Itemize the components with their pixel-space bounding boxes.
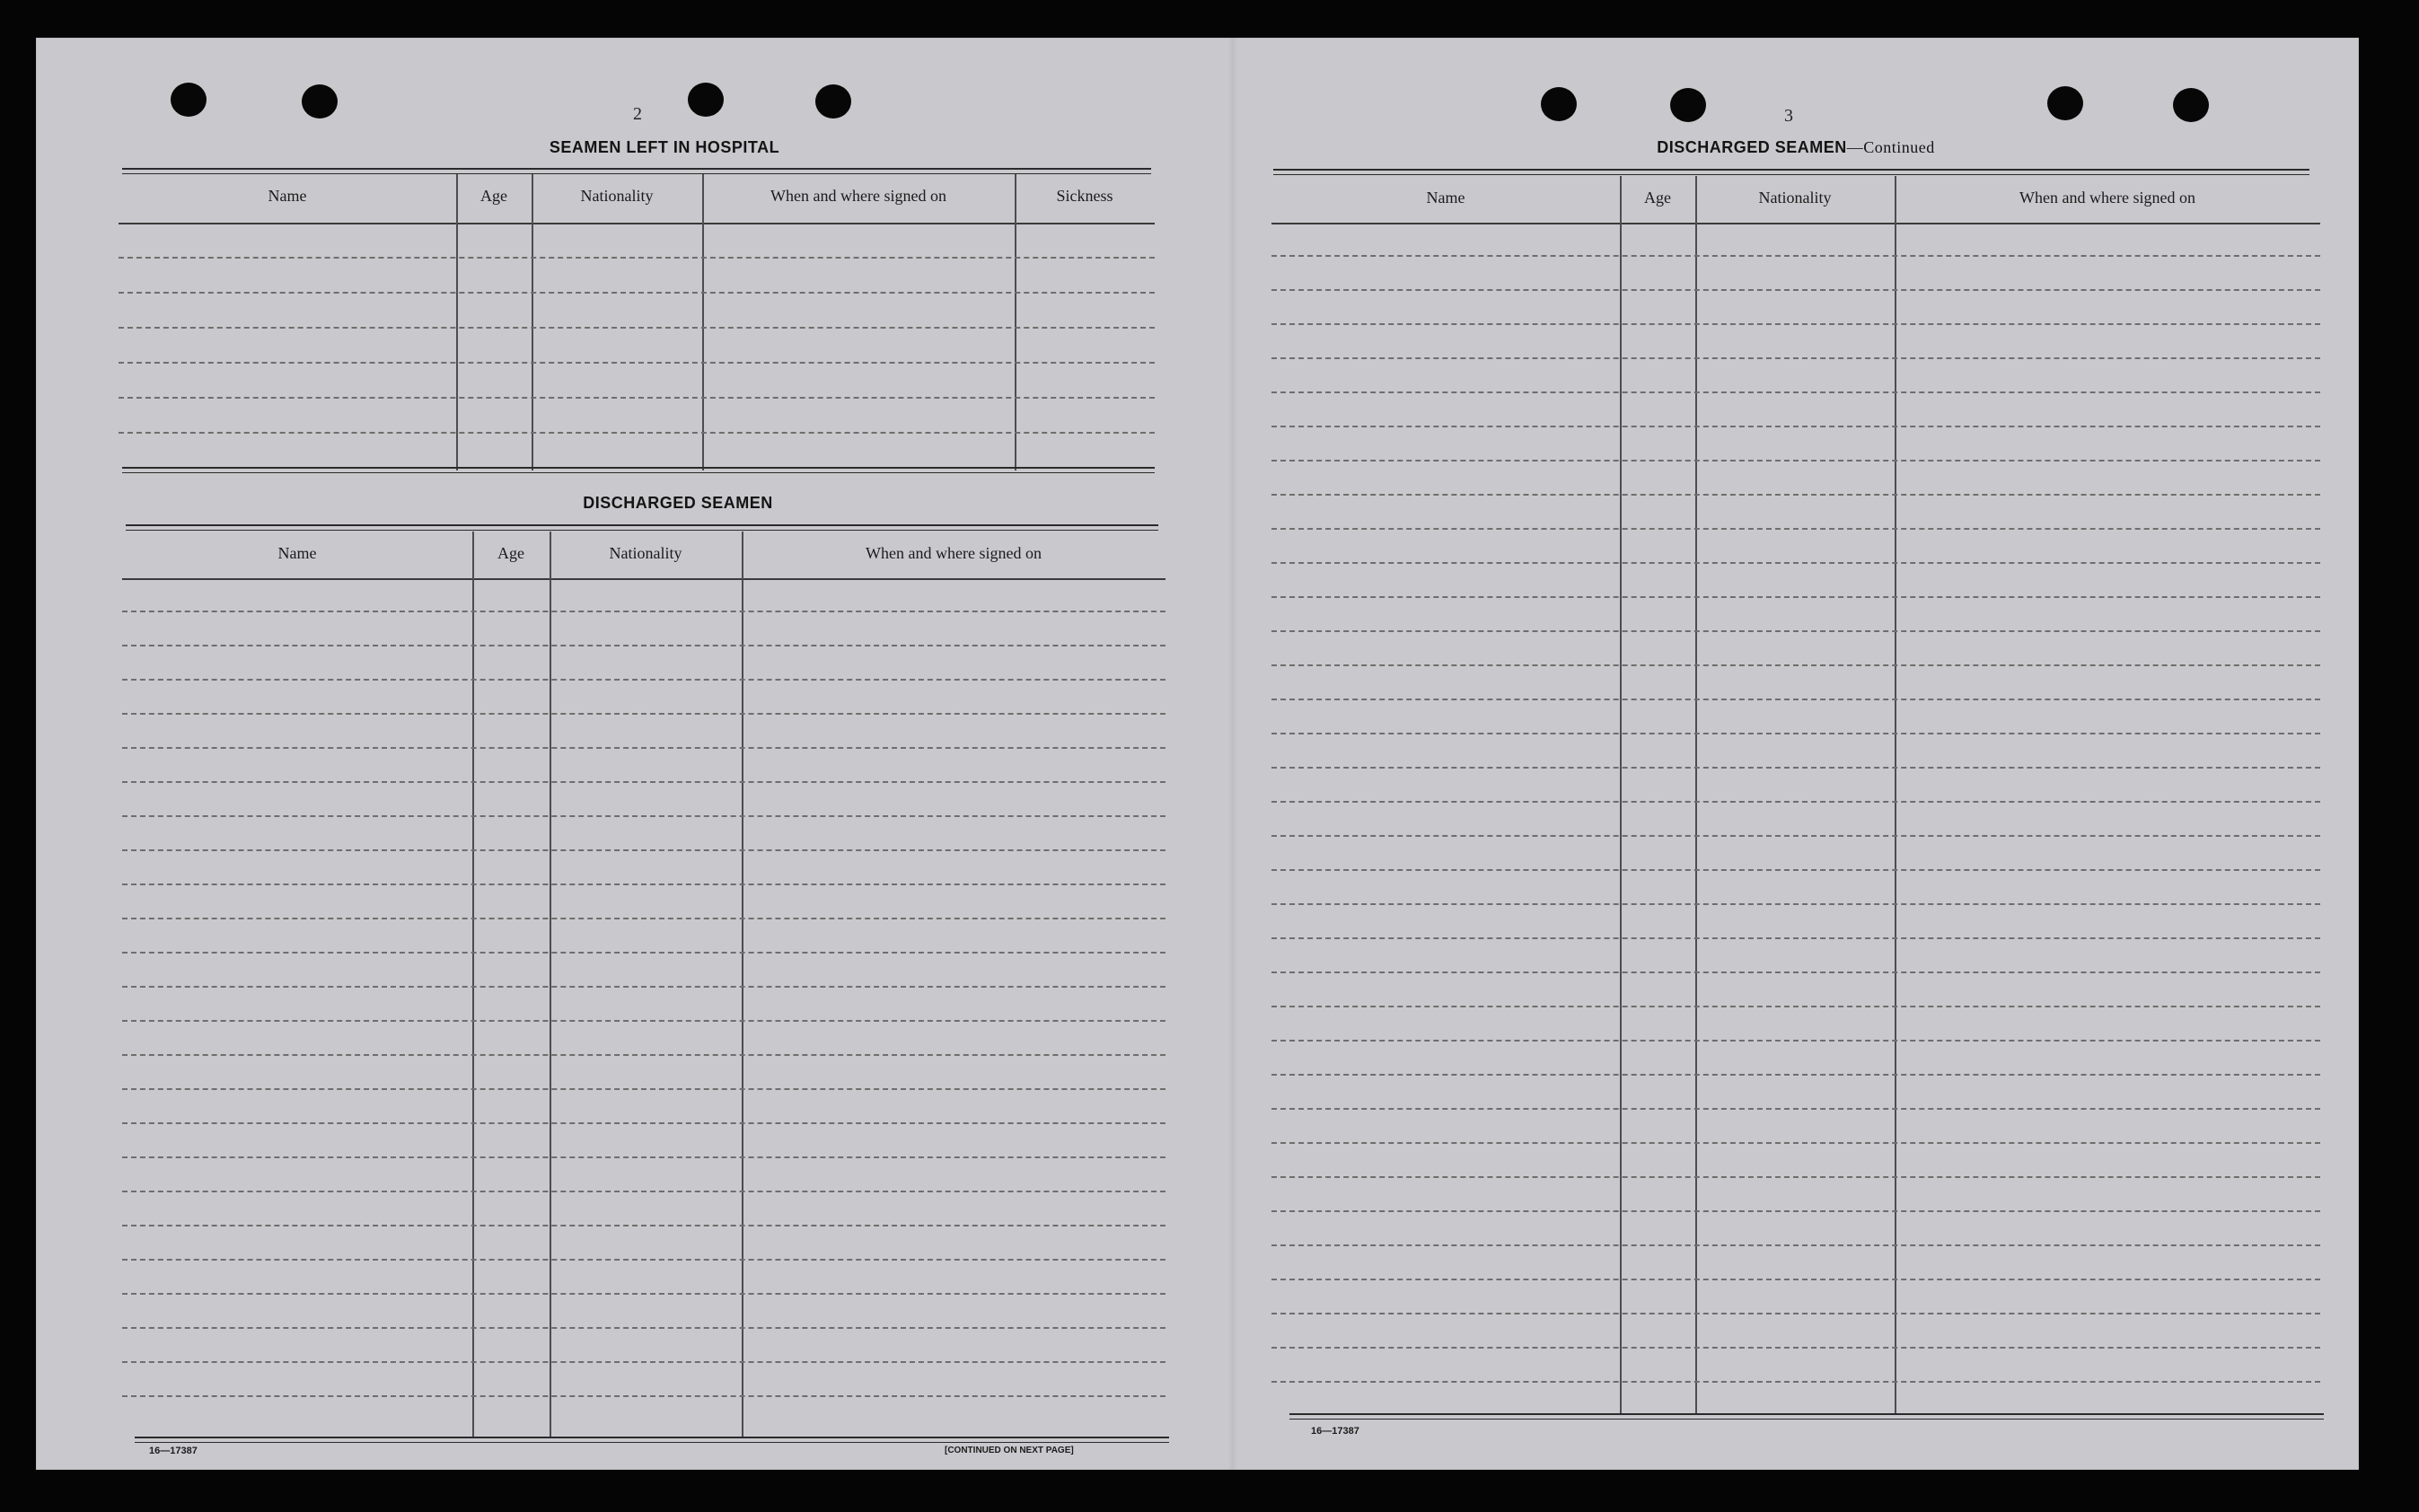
table-row bbox=[122, 815, 1166, 817]
table-row bbox=[122, 1327, 1166, 1329]
table-row bbox=[1271, 426, 2320, 427]
table-row bbox=[1271, 1176, 2320, 1178]
table-row bbox=[1271, 1313, 2320, 1314]
table-row bbox=[122, 952, 1166, 954]
column-divider bbox=[742, 532, 743, 1438]
hospital-top-rule bbox=[122, 168, 1151, 174]
table-row bbox=[1271, 903, 2320, 905]
column-divider bbox=[1015, 174, 1016, 470]
table-row bbox=[122, 918, 1166, 919]
punch-hole bbox=[688, 83, 724, 117]
table-row bbox=[122, 645, 1166, 646]
header-name: Name bbox=[268, 187, 307, 205]
table-row bbox=[1271, 323, 2320, 325]
column-divider bbox=[1695, 176, 1697, 1415]
table-row bbox=[1271, 289, 2320, 291]
right-section-title-suffix: —Continued bbox=[1846, 138, 1935, 156]
table-row bbox=[119, 257, 1155, 259]
right-section-title bbox=[1491, 138, 2101, 157]
column-divider bbox=[532, 174, 533, 470]
table-row bbox=[1271, 733, 2320, 734]
table-row bbox=[1271, 1381, 2320, 1383]
table-row bbox=[122, 1191, 1166, 1192]
punch-hole bbox=[1670, 88, 1706, 122]
right-form-number: 16—17387 bbox=[1311, 1426, 1359, 1437]
table-row bbox=[1271, 596, 2320, 598]
table-row bbox=[1271, 528, 2320, 530]
hospital-table bbox=[119, 174, 1155, 470]
left-page-number: 2 bbox=[633, 104, 642, 124]
header-age: Age bbox=[480, 187, 507, 205]
header-when-where: When and where signed on bbox=[2019, 189, 2195, 207]
table-row bbox=[122, 986, 1166, 988]
table-row bbox=[1271, 1347, 2320, 1349]
hospital-bottom-rule bbox=[122, 467, 1155, 473]
table-row bbox=[1271, 630, 2320, 632]
continued-note: [CONTINUED ON NEXT PAGE] bbox=[945, 1446, 1074, 1455]
right-section-title-main: DISCHARGED SEAMEN bbox=[1657, 138, 1847, 156]
column-divider bbox=[456, 174, 458, 470]
left-bottom-rule bbox=[135, 1437, 1169, 1443]
table-row bbox=[1271, 937, 2320, 939]
table-row bbox=[119, 397, 1155, 399]
table-row bbox=[1271, 801, 2320, 803]
table-row bbox=[122, 1020, 1166, 1022]
table-row bbox=[122, 679, 1166, 681]
table-row bbox=[122, 747, 1166, 749]
page-fold bbox=[1228, 38, 1237, 1470]
table-row bbox=[1271, 835, 2320, 837]
punch-hole bbox=[1541, 87, 1577, 121]
table-row bbox=[1271, 1108, 2320, 1110]
header-nationality: Nationality bbox=[580, 187, 654, 205]
table-row bbox=[1271, 869, 2320, 871]
table-row bbox=[122, 781, 1166, 783]
table-row bbox=[119, 362, 1155, 364]
column-divider bbox=[472, 532, 474, 1438]
table-row bbox=[122, 611, 1166, 612]
table-row bbox=[119, 432, 1155, 434]
table-row bbox=[122, 1156, 1166, 1158]
table-row bbox=[1271, 699, 2320, 700]
table-row bbox=[122, 883, 1166, 885]
discharged-top-rule bbox=[126, 524, 1158, 531]
right-bottom-rule bbox=[1289, 1413, 2324, 1420]
table-row bbox=[122, 849, 1166, 851]
table-row bbox=[1271, 494, 2320, 496]
table-row bbox=[119, 292, 1155, 294]
left-form-number: 16—17387 bbox=[149, 1446, 198, 1456]
hospital-section-title: SEAMEN LEFT IN HOSPITAL bbox=[549, 138, 780, 156]
table-row bbox=[1271, 460, 2320, 462]
header-nationality: Nationality bbox=[1758, 189, 1832, 207]
table-row bbox=[122, 1088, 1166, 1090]
header-age: Age bbox=[1644, 189, 1671, 207]
header-when-where: When and where signed on bbox=[866, 544, 1042, 562]
punch-hole bbox=[2173, 88, 2209, 122]
table-row bbox=[1271, 1040, 2320, 1042]
header-name: Name bbox=[277, 544, 317, 562]
column-divider bbox=[1895, 176, 1896, 1415]
table-row bbox=[1271, 357, 2320, 359]
table-row bbox=[1271, 1142, 2320, 1144]
table-row bbox=[1271, 1006, 2320, 1007]
table-row bbox=[119, 327, 1155, 329]
discharged-table bbox=[122, 532, 1166, 1438]
table-row bbox=[1271, 255, 2320, 257]
table-row bbox=[1271, 664, 2320, 666]
document-sheet bbox=[36, 38, 2359, 1470]
discharged-section-title: DISCHARGED SEAMEN bbox=[583, 494, 773, 512]
header-when-where: When and where signed on bbox=[770, 187, 946, 205]
hospital-table-header bbox=[119, 174, 1155, 224]
punch-hole bbox=[171, 83, 207, 117]
header-nationality: Nationality bbox=[609, 544, 682, 562]
table-row bbox=[1271, 562, 2320, 564]
table-row bbox=[122, 1054, 1166, 1056]
right-page-number: 3 bbox=[1784, 106, 1793, 126]
right-discharged-table bbox=[1271, 176, 2320, 1415]
punch-hole bbox=[302, 84, 338, 119]
table-row bbox=[1271, 1074, 2320, 1076]
right-table-header bbox=[1271, 176, 2320, 224]
column-divider bbox=[702, 174, 704, 470]
table-row bbox=[122, 1122, 1166, 1124]
table-row bbox=[122, 1225, 1166, 1226]
header-age: Age bbox=[497, 544, 524, 562]
table-row bbox=[122, 1395, 1166, 1397]
table-row bbox=[1271, 1210, 2320, 1212]
table-row bbox=[1271, 1244, 2320, 1246]
table-row bbox=[1271, 391, 2320, 393]
right-top-rule bbox=[1273, 169, 2309, 175]
punch-hole bbox=[815, 84, 851, 119]
punch-hole bbox=[2047, 86, 2083, 120]
discharged-table-header bbox=[122, 532, 1166, 580]
table-row bbox=[122, 1361, 1166, 1363]
header-name: Name bbox=[1426, 189, 1465, 207]
table-row bbox=[122, 713, 1166, 715]
column-divider bbox=[550, 532, 551, 1438]
table-row bbox=[1271, 1279, 2320, 1280]
table-row bbox=[1271, 767, 2320, 769]
table-row bbox=[122, 1259, 1166, 1261]
table-row bbox=[122, 1293, 1166, 1295]
header-sickness: Sickness bbox=[1056, 187, 1113, 205]
table-row bbox=[1271, 971, 2320, 973]
column-divider bbox=[1620, 176, 1622, 1415]
